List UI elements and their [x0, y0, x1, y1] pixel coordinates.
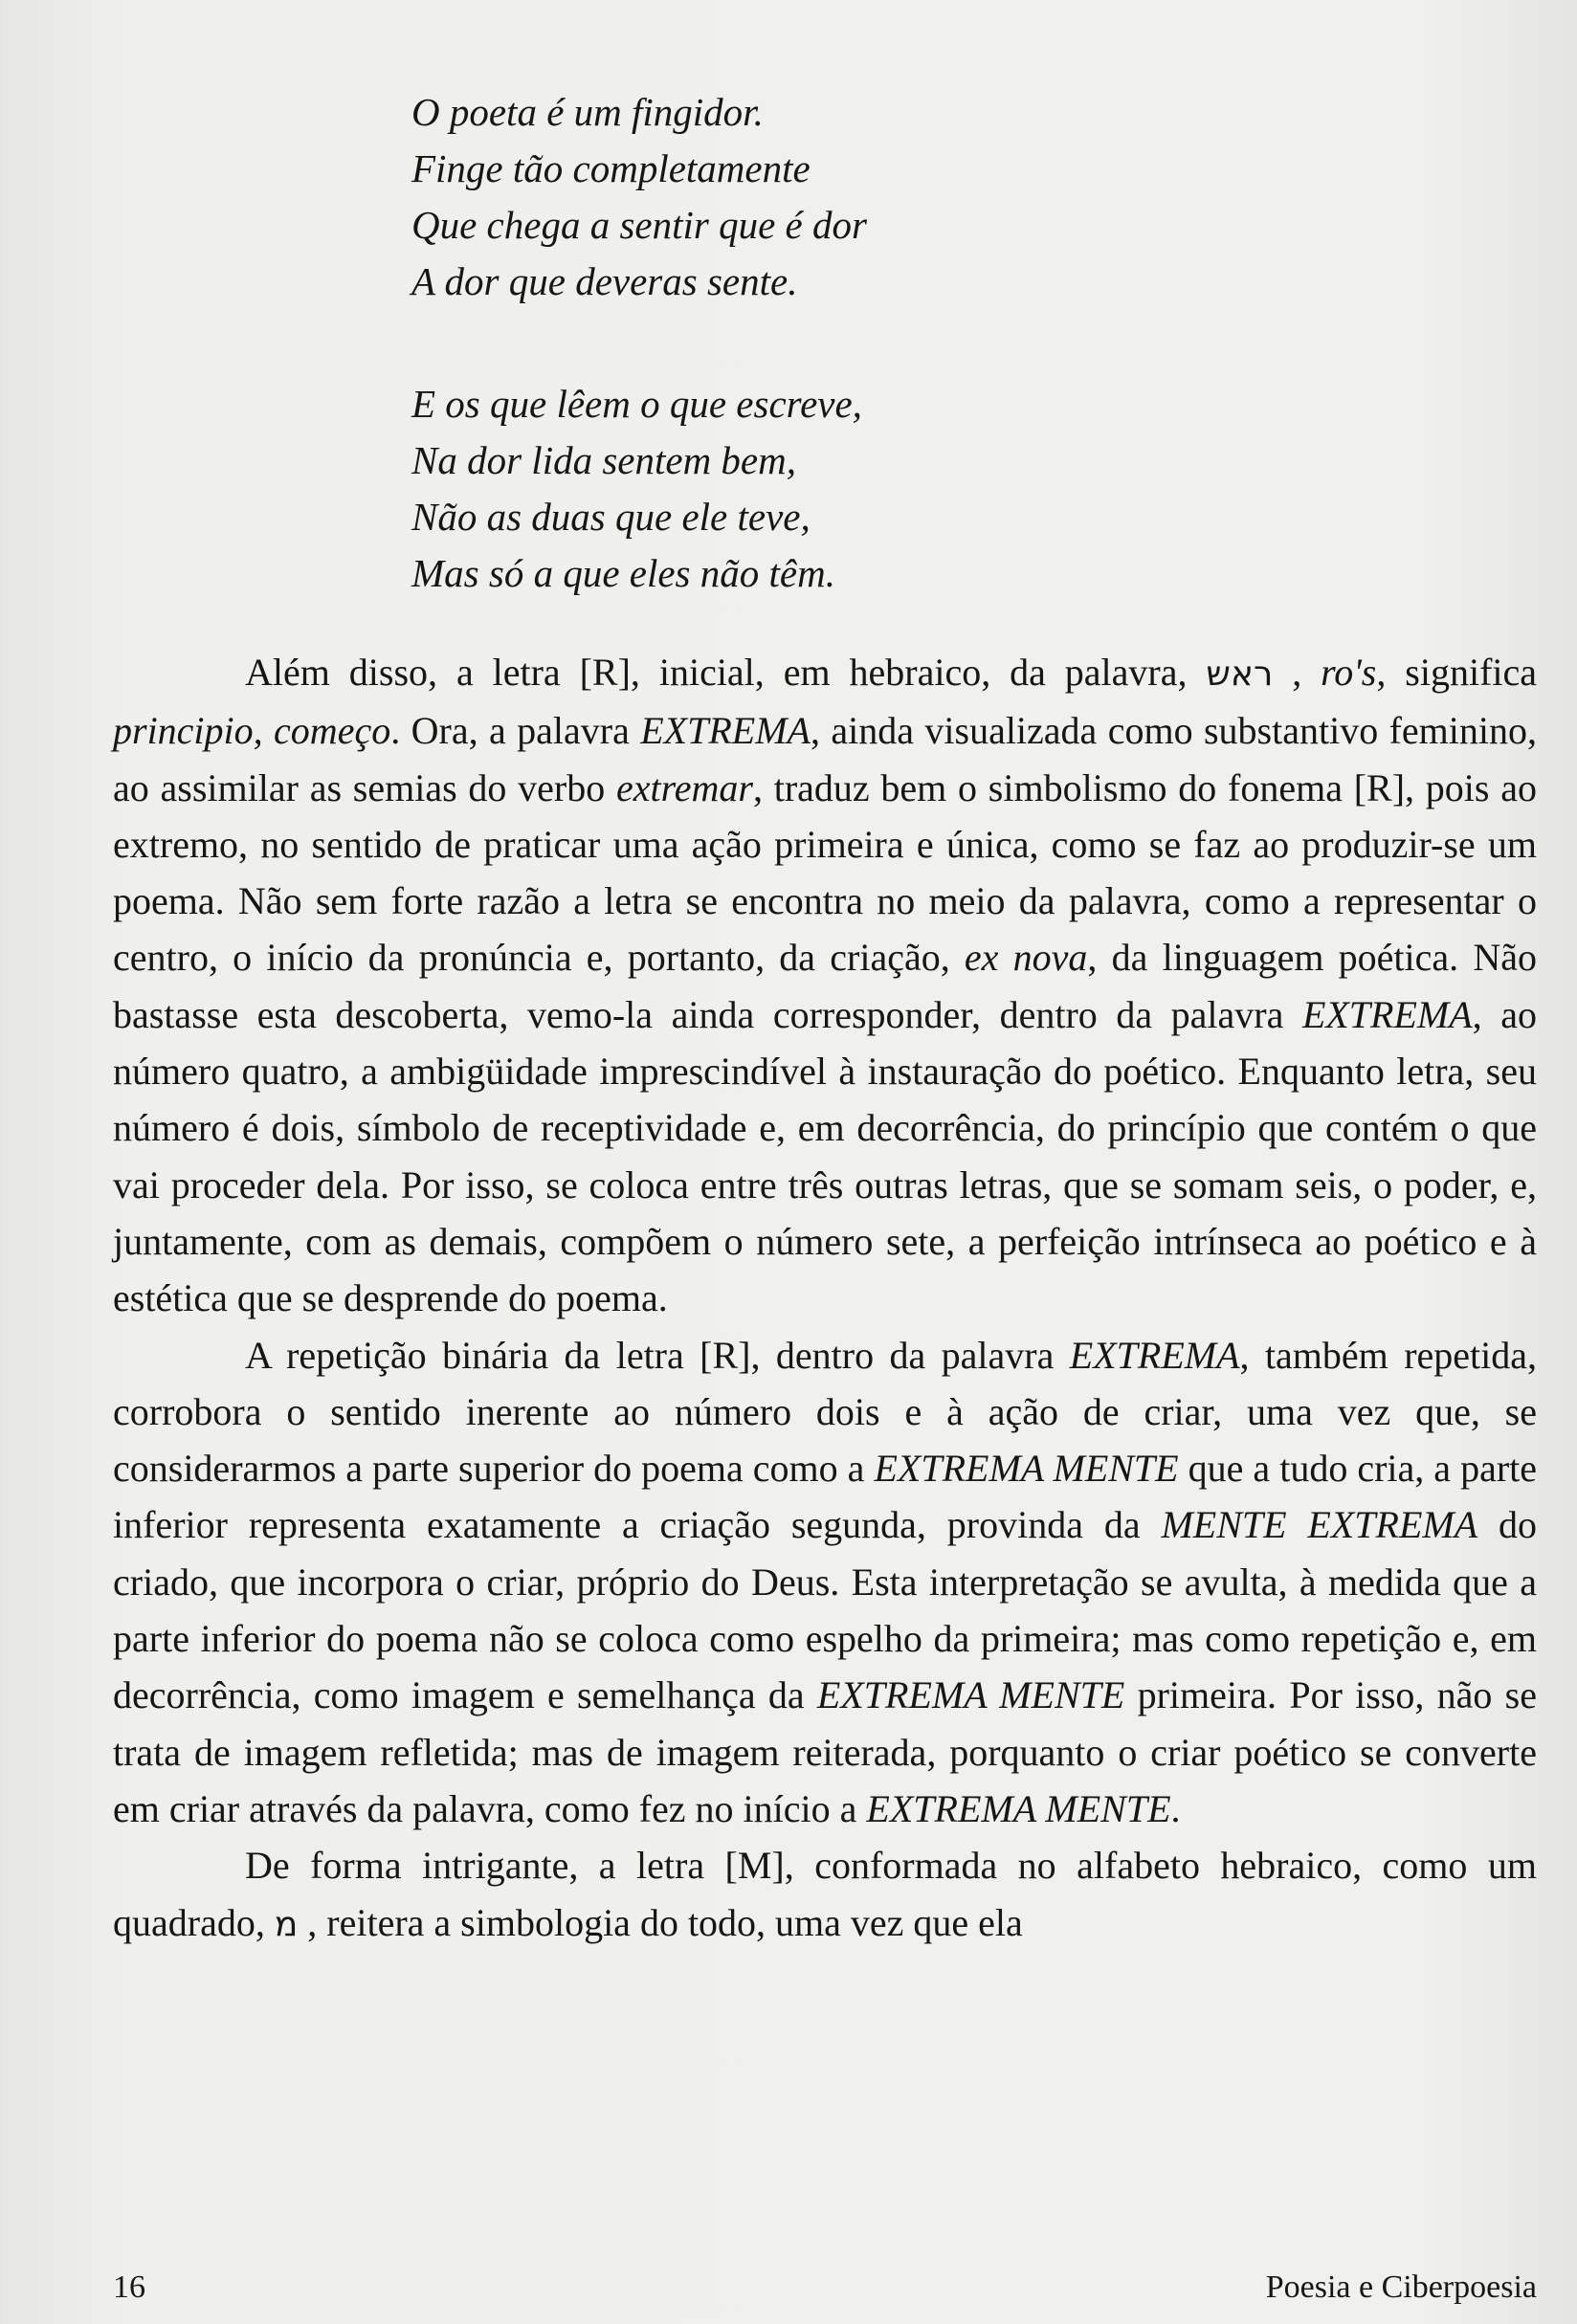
- poem-line: Na dor lida sentem bem,: [411, 438, 796, 482]
- text-run: , da linguagem poética. Não bastasse esta descoberta, vemo-la ainda corresponder, dentro da palavra: [113, 936, 1537, 1036]
- text-run: .: [1170, 1786, 1181, 1830]
- poem-line: E os que lêem o que escreve,: [411, 382, 862, 426]
- text-run: , traduz bem o simbolismo do fonema [R], pois ao extremo, no sentido de praticar uma ação primeira e única, como se faz ao produzir-se um poema. Não sem forte razão a letra se encontra no meio da palavra, como a representar o centro, o início da pronúncia e, portanto, da criação,: [113, 765, 1538, 980]
- italic-term: principio, começo: [113, 709, 391, 753]
- text-run: Além disso, a letra [R], inicial, em hebraico, da palavra,: [245, 651, 1188, 694]
- text-run: que a tudo cria, a parte inferior representa exatamente a criação segunda, provinda da: [113, 1447, 1538, 1547]
- text-run: do criado, que incorpora o criar, próprio do Deus. Esta interpretação se avulta, à medida que a parte inferior do poema não se coloca como espelho da primeira; mas como repetição e, em decorrência, como imagem e semelhança da: [113, 1503, 1537, 1717]
- poem-stanza-1: [411, 84, 867, 310]
- running-footer-title: Poesia e Ciberpoesia: [1265, 2269, 1537, 2305]
- italic-term: MENTE EXTREMA: [1161, 1503, 1478, 1547]
- text-run: , reitera a simbologia do todo, uma vez que ela: [307, 1900, 1023, 1944]
- paragraph-2: [113, 1327, 1537, 1838]
- italic-term: extremar: [616, 765, 753, 809]
- poem-line: Que chega a sentir que é dor: [411, 203, 867, 247]
- text-run: primeira. Por isso, não se trata de imagem refletida; mas de imagem reiterada, porquanto o criar poético se converte em criar através da palavra, como fez no início a: [113, 1673, 1537, 1830]
- poem-stanza-2: [411, 376, 862, 602]
- italic-term: EXTREMA MENTE: [866, 1786, 1171, 1830]
- text-run: ,: [1292, 651, 1302, 694]
- poem-line: O poeta é um fingidor.: [411, 90, 764, 134]
- italic-term: EXTREMA: [640, 709, 811, 753]
- text-run: De forma intrigante, a letra [M], conformada no alfabeto hebraico, como um quadrado,: [113, 1844, 1537, 1944]
- poem-line: Finge tão completamente: [411, 146, 811, 190]
- hebrew-letter: מ: [274, 1904, 299, 1944]
- paragraph-1: [113, 644, 1537, 1327]
- italic-term: EXTREMA MENTE: [874, 1447, 1179, 1491]
- hebrew-word: ראש: [1206, 654, 1274, 694]
- page-number: 16: [113, 2269, 145, 2305]
- italic-term: EXTREMA: [1301, 992, 1473, 1036]
- text-run: , ainda visualizada como substantivo feminino, ao assimilar as semias do verbo: [113, 709, 1538, 809]
- italic-term: ex nova: [964, 936, 1088, 980]
- italic-term: EXTREMA MENTE: [816, 1673, 1125, 1717]
- text-run: . Ora, a palavra: [390, 709, 630, 753]
- text-run: A repetição binária da letra [R], dentro da palavra: [245, 1333, 1055, 1377]
- text-run: , também repetida, corrobora o sentido inerente ao número dois e à ação de criar, uma vez que, se considerarmos a parte superior do poema como a: [113, 1333, 1538, 1491]
- paragraph-3: [113, 1837, 1537, 1953]
- poem-line: A dor que deveras sente.: [411, 259, 798, 303]
- poem-line: Não as duas que ele teve,: [411, 495, 811, 539]
- italic-term: EXTREMA: [1069, 1333, 1240, 1377]
- poem-line: Mas só a que eles não têm.: [411, 551, 835, 595]
- text-run: , ao número quatro, a ambigüidade imprescindível à instauração do poético. Enquanto letra, seu número é dois, símbolo de receptividade e, em decorrência, do princípio que contém o que vai proceder dela. Por isso, se coloca entre três outras letras, que se somam seis, o poder, e, juntamente, com as demais, compõem o número sete, a perfeição intrínseca ao poético e à estética que se desprende do poema.: [113, 992, 1537, 1320]
- body-text: [113, 644, 1537, 1953]
- text-run: , significa: [1376, 651, 1538, 694]
- italic-term: ro's: [1321, 651, 1377, 694]
